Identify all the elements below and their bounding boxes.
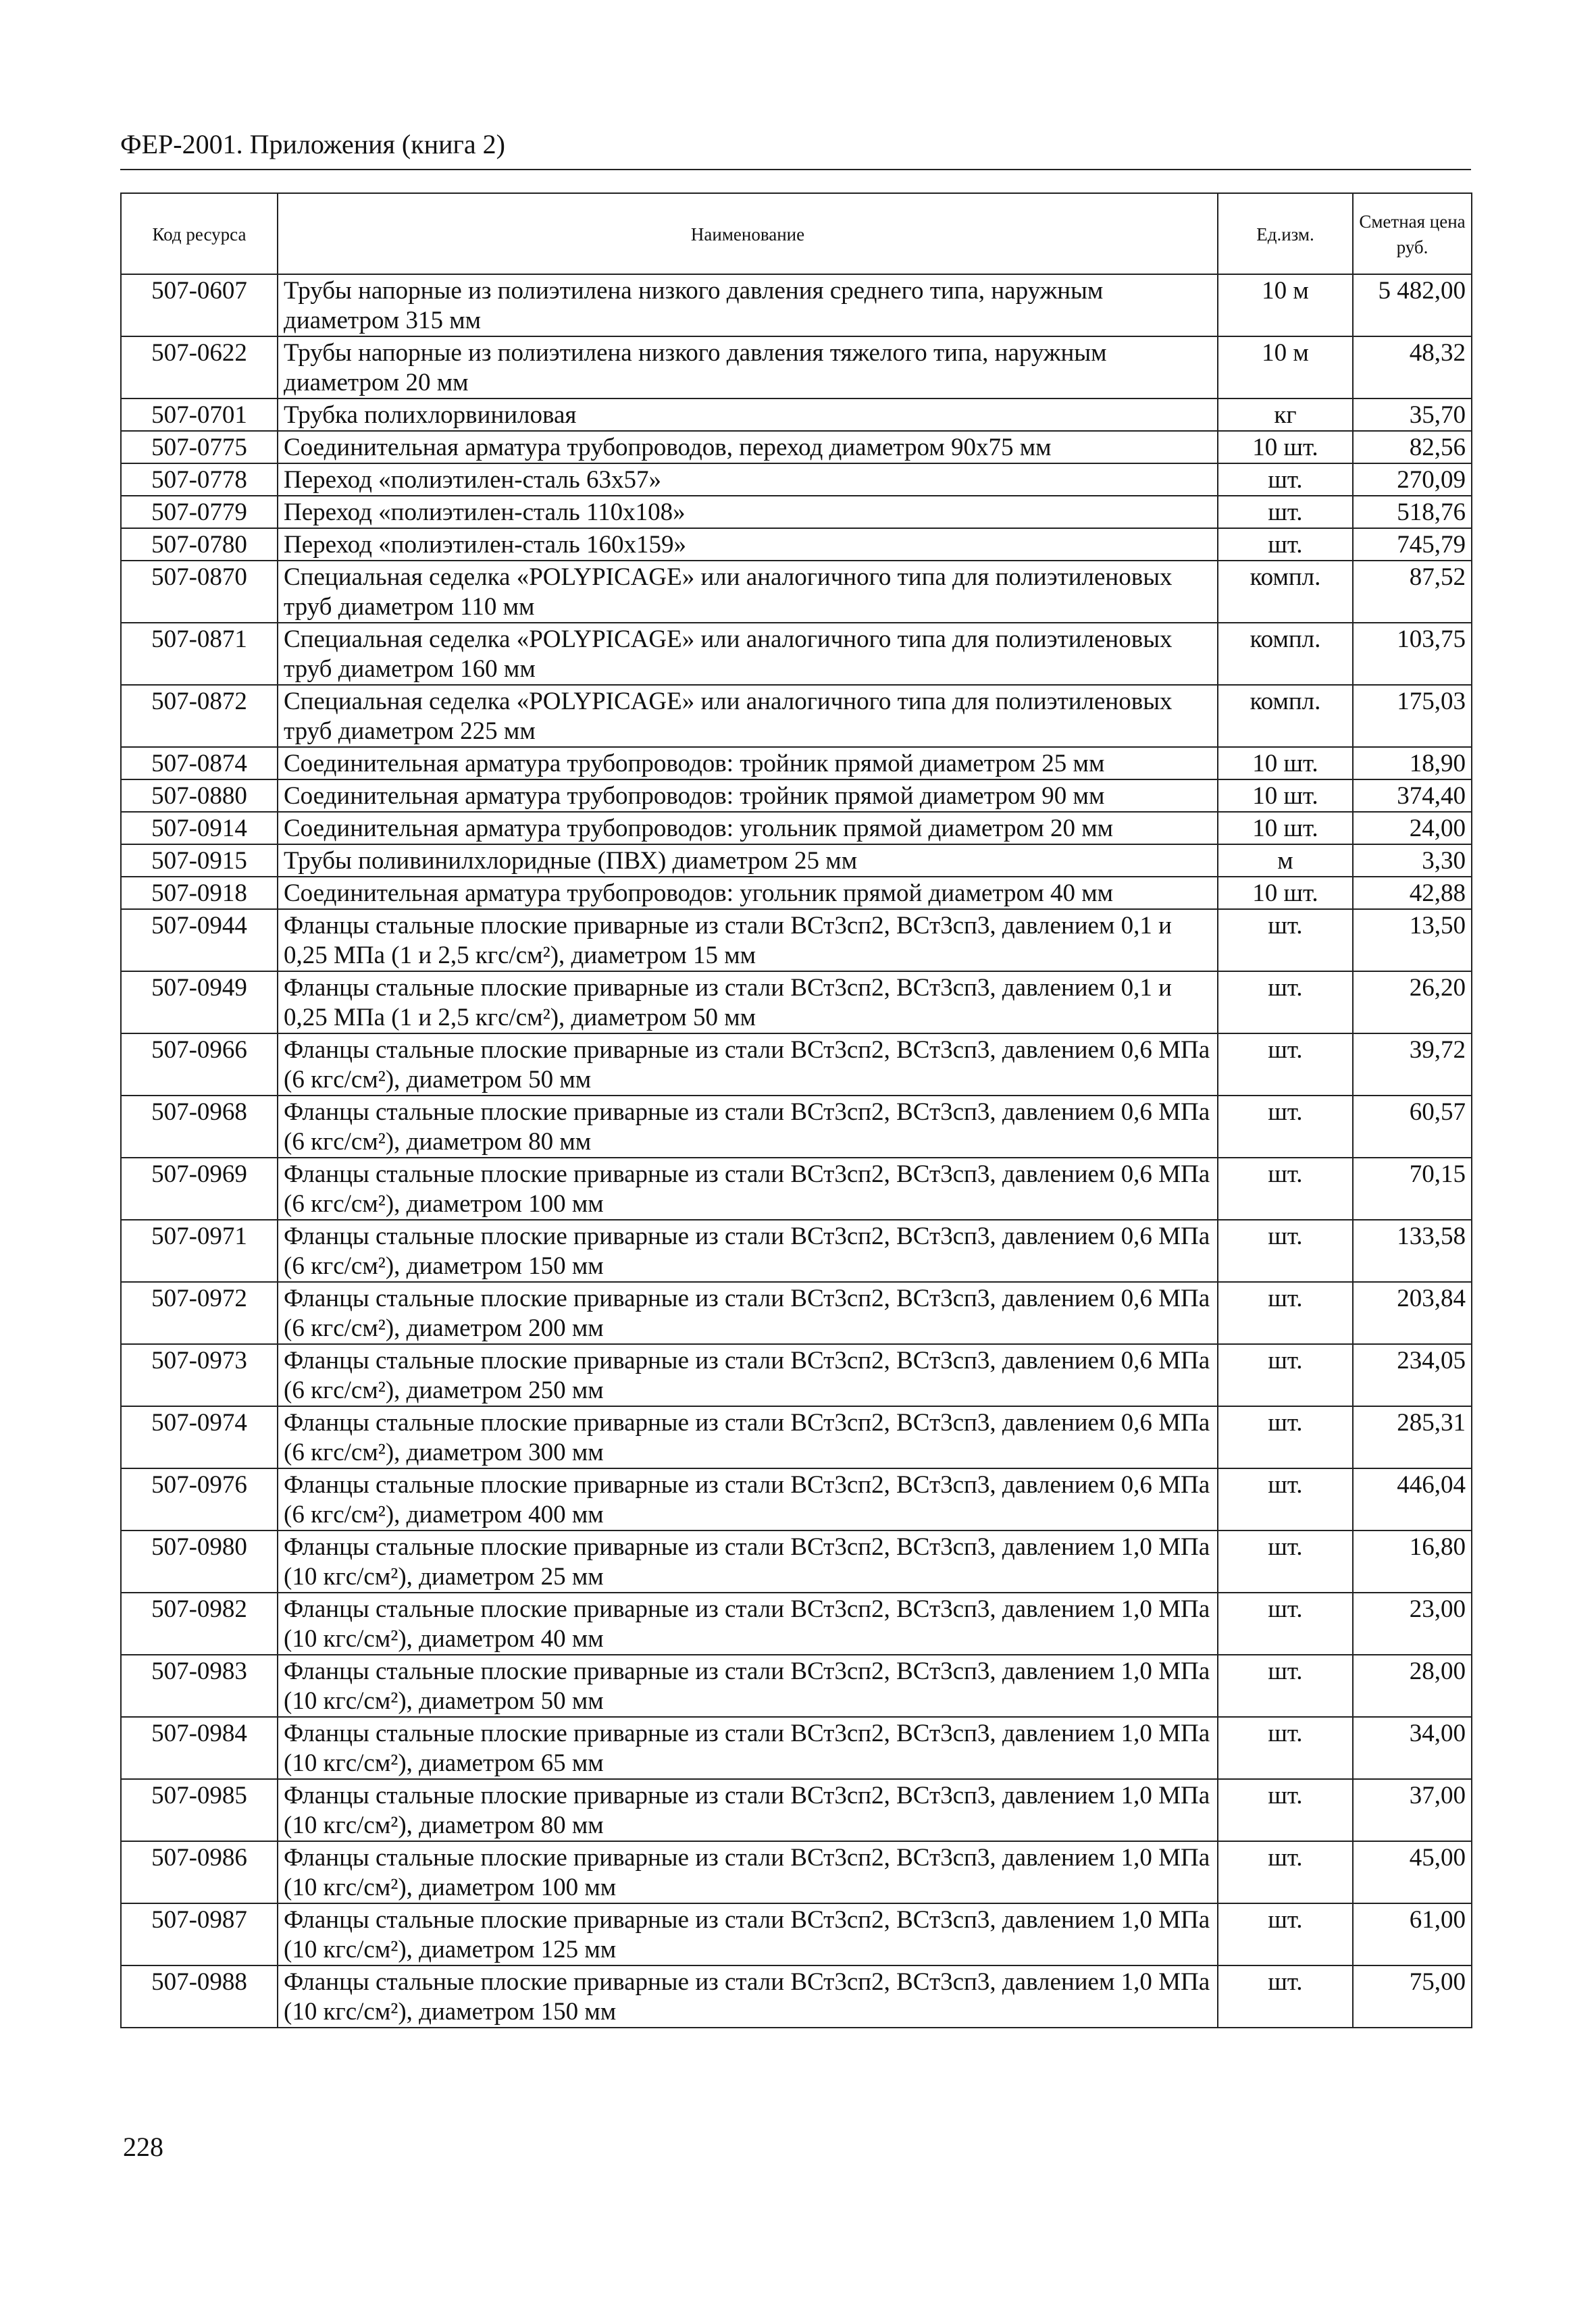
column-header-name: Наименование [278,193,1218,274]
price-cell: 39,72 [1353,1033,1472,1096]
unit-cell: шт. [1218,496,1353,528]
name-cell: Переход «полиэтилен-сталь 110х108» [278,496,1218,528]
table-row [121,747,1472,779]
unit-cell: компл. [1218,685,1353,747]
name-cell: Фланцы стальные плоские приварные из стали ВСт3сп2, ВСт3сп3, давлением 0,6 МПа (6 кгс/см²), диаметром 50 мм [278,1033,1218,1096]
table-row [121,909,1472,971]
unit-cell: шт. [1218,1158,1353,1220]
unit-cell: шт. [1218,1096,1353,1158]
code-cell: 507-0701 [121,398,278,431]
unit-cell: м [1218,844,1353,877]
unit-cell: 10 шт. [1218,747,1353,779]
price-cell: 446,04 [1353,1468,1472,1531]
table-row [121,623,1472,685]
name-cell: Фланцы стальные плоские приварные из стали ВСт3сп2, ВСт3сп3, давлением 0,6 МПа (6 кгс/см²), диаметром 250 мм [278,1344,1218,1406]
code-cell: 507-0968 [121,1096,278,1158]
column-header-unit: Ед.изм. [1218,193,1353,274]
table-row [121,1531,1472,1593]
table-row [121,1593,1472,1655]
table-row [121,1344,1472,1406]
unit-cell: компл. [1218,561,1353,623]
name-cell: Фланцы стальные плоские приварные из стали ВСт3сп2, ВСт3сп3, давлением 1,0 МПа (10 кгс/см²), диаметром 125 мм [278,1903,1218,1965]
table-row [121,1282,1472,1344]
name-cell: Фланцы стальные плоские приварные из стали ВСт3сп2, ВСт3сп3, давлением 1,0 МПа (10 кгс/см²), диаметром 65 мм [278,1717,1218,1779]
table-row [121,877,1472,909]
unit-cell: 10 шт. [1218,431,1353,463]
unit-cell: шт. [1218,528,1353,561]
code-cell: 507-0880 [121,779,278,812]
name-cell: Фланцы стальные плоские приварные из стали ВСт3сп2, ВСт3сп3, давлением 1,0 МПа (10 кгс/см²), диаметром 40 мм [278,1593,1218,1655]
table-row [121,1903,1472,1965]
table-row [121,779,1472,812]
unit-cell: шт. [1218,909,1353,971]
code-cell: 507-0972 [121,1282,278,1344]
price-cell: 45,00 [1353,1841,1472,1903]
name-cell: Трубы напорные из полиэтилена низкого давления тяжелого типа, наружным диаметром 20 мм [278,336,1218,398]
code-cell: 507-0949 [121,971,278,1033]
code-cell: 507-0874 [121,747,278,779]
price-cell: 518,76 [1353,496,1472,528]
price-cell: 37,00 [1353,1779,1472,1841]
code-cell: 507-0988 [121,1965,278,2028]
price-cell: 175,03 [1353,685,1472,747]
name-cell: Фланцы стальные плоские приварные из стали ВСт3сп2, ВСт3сп3, давлением 1,0 МПа (10 кгс/см²), диаметром 25 мм [278,1531,1218,1593]
code-cell: 507-0985 [121,1779,278,1841]
name-cell: Фланцы стальные плоские приварные из стали ВСт3сп2, ВСт3сп3, давлением 0,6 МПа (6 кгс/см²), диаметром 150 мм [278,1220,1218,1282]
price-cell: 61,00 [1353,1903,1472,1965]
code-cell: 507-0622 [121,336,278,398]
price-cell: 234,05 [1353,1344,1472,1406]
table-row [121,1468,1472,1531]
name-cell: Соединительная арматура трубопроводов: тройник прямой диаметром 25 мм [278,747,1218,779]
price-cell: 42,88 [1353,877,1472,909]
table-row [121,398,1472,431]
unit-cell: шт. [1218,1903,1353,1965]
price-cell: 24,00 [1353,812,1472,844]
code-cell: 507-0775 [121,431,278,463]
code-cell: 507-0918 [121,877,278,909]
unit-cell: 10 м [1218,274,1353,336]
code-cell: 507-0914 [121,812,278,844]
code-cell: 507-0973 [121,1344,278,1406]
name-cell: Трубы напорные из полиэтилена низкого давления среднего типа, наружным диаметром 315 мм [278,274,1218,336]
unit-cell: шт. [1218,971,1353,1033]
table-row [121,1033,1472,1096]
price-cell: 26,20 [1353,971,1472,1033]
unit-cell: шт. [1218,1779,1353,1841]
table-row [121,1965,1472,2028]
table-header-row [121,193,1472,274]
name-cell: Фланцы стальные плоские приварные из стали ВСт3сп2, ВСт3сп3, давлением 1,0 МПа (10 кгс/см²), диаметром 100 мм [278,1841,1218,1903]
table-row [121,1406,1472,1468]
code-cell: 507-0986 [121,1841,278,1903]
code-cell: 507-0778 [121,463,278,496]
unit-cell: шт. [1218,1965,1353,2028]
code-cell: 507-0983 [121,1655,278,1717]
table-row [121,685,1472,747]
price-cell: 103,75 [1353,623,1472,685]
name-cell: Фланцы стальные плоские приварные из стали ВСт3сп2, ВСт3сп3, давлением 0,6 МПа (6 кгс/см²), диаметром 400 мм [278,1468,1218,1531]
name-cell: Специальная седелка «POLYPICAGE» или аналогичного типа для полиэтиленовых труб диаметром 225 мм [278,685,1218,747]
name-cell: Трубы поливинилхлоридные (ПВХ) диаметром 25 мм [278,844,1218,877]
table-row [121,528,1472,561]
code-cell: 507-0870 [121,561,278,623]
code-cell: 507-0969 [121,1158,278,1220]
name-cell: Переход «полиэтилен-сталь 63х57» [278,463,1218,496]
price-cell: 75,00 [1353,1965,1472,2028]
column-header-code: Код ресурса [121,193,278,274]
price-cell: 5 482,00 [1353,274,1472,336]
table-row [121,1655,1472,1717]
table-row [121,496,1472,528]
column-header-price: Сметная цена руб. [1353,193,1472,274]
unit-cell: компл. [1218,623,1353,685]
unit-cell: шт. [1218,1033,1353,1096]
unit-cell: 10 шт. [1218,877,1353,909]
unit-cell: шт. [1218,1655,1353,1717]
code-cell: 507-0607 [121,274,278,336]
name-cell: Специальная седелка «POLYPICAGE» или аналогичного типа для полиэтиленовых труб диаметром 110 мм [278,561,1218,623]
code-cell: 507-0982 [121,1593,278,1655]
price-cell: 745,79 [1353,528,1472,561]
unit-cell: кг [1218,398,1353,431]
unit-cell: 10 шт. [1218,779,1353,812]
unit-cell: 10 м [1218,336,1353,398]
price-cell: 270,09 [1353,463,1472,496]
code-cell: 507-0984 [121,1717,278,1779]
unit-cell: 10 шт. [1218,812,1353,844]
table-row [121,1717,1472,1779]
table-body [121,274,1472,2028]
price-cell: 3,30 [1353,844,1472,877]
unit-cell: шт. [1218,1406,1353,1468]
price-cell: 133,58 [1353,1220,1472,1282]
page-header: ФЕР-2001. Приложения (книга 2) [120,129,505,159]
code-cell: 507-0976 [121,1468,278,1531]
unit-cell: шт. [1218,1282,1353,1344]
unit-cell: шт. [1218,463,1353,496]
code-cell: 507-0915 [121,844,278,877]
name-cell: Трубка полихлорвиниловая [278,398,1218,431]
name-cell: Соединительная арматура трубопроводов, переход диаметром 90х75 мм [278,431,1218,463]
code-cell: 507-0980 [121,1531,278,1593]
name-cell: Соединительная арматура трубопроводов: угольник прямой диаметром 40 мм [278,877,1218,909]
table-row [121,1779,1472,1841]
code-cell: 507-0780 [121,528,278,561]
table-row [121,812,1472,844]
unit-cell: шт. [1218,1531,1353,1593]
table-row [121,844,1472,877]
price-cell: 82,56 [1353,431,1472,463]
code-cell: 507-0974 [121,1406,278,1468]
resource-price-table [120,192,1472,2028]
price-cell: 16,80 [1353,1531,1472,1593]
table-row [121,1158,1472,1220]
price-cell: 374,40 [1353,779,1472,812]
name-cell: Фланцы стальные плоские приварные из стали ВСт3сп2, ВСт3сп3, давлением 1,0 МПа (10 кгс/см²), диаметром 50 мм [278,1655,1218,1717]
table-row [121,274,1472,336]
name-cell: Фланцы стальные плоские приварные из стали ВСт3сп2, ВСт3сп3, давлением 0,6 МПа (6 кгс/см²), диаметром 100 мм [278,1158,1218,1220]
name-cell: Фланцы стальные плоские приварные из стали ВСт3сп2, ВСт3сп3, давлением 0,1 и 0,25 МПа (1 и 2,5 кгс/см²), диаметром 50 мм [278,971,1218,1033]
code-cell: 507-0779 [121,496,278,528]
name-cell: Фланцы стальные плоские приварные из стали ВСт3сп2, ВСт3сп3, давлением 1,0 МПа (10 кгс/см²), диаметром 150 мм [278,1965,1218,2028]
code-cell: 507-0872 [121,685,278,747]
price-cell: 35,70 [1353,398,1472,431]
name-cell: Соединительная арматура трубопроводов: угольник прямой диаметром 20 мм [278,812,1218,844]
price-cell: 87,52 [1353,561,1472,623]
price-cell: 28,00 [1353,1655,1472,1717]
table-row [121,1096,1472,1158]
price-cell: 70,15 [1353,1158,1472,1220]
table-row [121,1841,1472,1903]
name-cell: Фланцы стальные плоские приварные из стали ВСт3сп2, ВСт3сп3, давлением 1,0 МПа (10 кгс/см²), диаметром 80 мм [278,1779,1218,1841]
code-cell: 507-0966 [121,1033,278,1096]
unit-cell: шт. [1218,1593,1353,1655]
name-cell: Фланцы стальные плоские приварные из стали ВСт3сп2, ВСт3сп3, давлением 0,6 МПа (6 кгс/см²), диаметром 300 мм [278,1406,1218,1468]
table-row [121,431,1472,463]
code-cell: 507-0944 [121,909,278,971]
unit-cell: шт. [1218,1220,1353,1282]
price-cell: 13,50 [1353,909,1472,971]
table-row [121,1220,1472,1282]
unit-cell: шт. [1218,1468,1353,1531]
name-cell: Фланцы стальные плоские приварные из стали ВСт3сп2, ВСт3сп3, давлением 0,6 МПа (6 кгс/см²), диаметром 80 мм [278,1096,1218,1158]
price-cell: 285,31 [1353,1406,1472,1468]
header-divider [120,169,1471,170]
table-row [121,561,1472,623]
price-cell: 18,90 [1353,747,1472,779]
unit-cell: шт. [1218,1717,1353,1779]
name-cell: Специальная седелка «POLYPICAGE» или аналогичного типа для полиэтиленовых труб диаметром 160 мм [278,623,1218,685]
price-cell: 60,57 [1353,1096,1472,1158]
name-cell: Соединительная арматура трубопроводов: тройник прямой диаметром 90 мм [278,779,1218,812]
table-row [121,971,1472,1033]
table-row [121,463,1472,496]
unit-cell: шт. [1218,1344,1353,1406]
code-cell: 507-0987 [121,1903,278,1965]
page-number: 228 [123,2132,163,2162]
unit-cell: шт. [1218,1841,1353,1903]
name-cell: Фланцы стальные плоские приварные из стали ВСт3сп2, ВСт3сп3, давлением 0,1 и 0,25 МПа (1 и 2,5 кгс/см²), диаметром 15 мм [278,909,1218,971]
name-cell: Фланцы стальные плоские приварные из стали ВСт3сп2, ВСт3сп3, давлением 0,6 МПа (6 кгс/см²), диаметром 200 мм [278,1282,1218,1344]
price-cell: 203,84 [1353,1282,1472,1344]
code-cell: 507-0871 [121,623,278,685]
code-cell: 507-0971 [121,1220,278,1282]
price-cell: 23,00 [1353,1593,1472,1655]
table-row [121,336,1472,398]
name-cell: Переход «полиэтилен-сталь 160х159» [278,528,1218,561]
price-cell: 48,32 [1353,336,1472,398]
price-cell: 34,00 [1353,1717,1472,1779]
